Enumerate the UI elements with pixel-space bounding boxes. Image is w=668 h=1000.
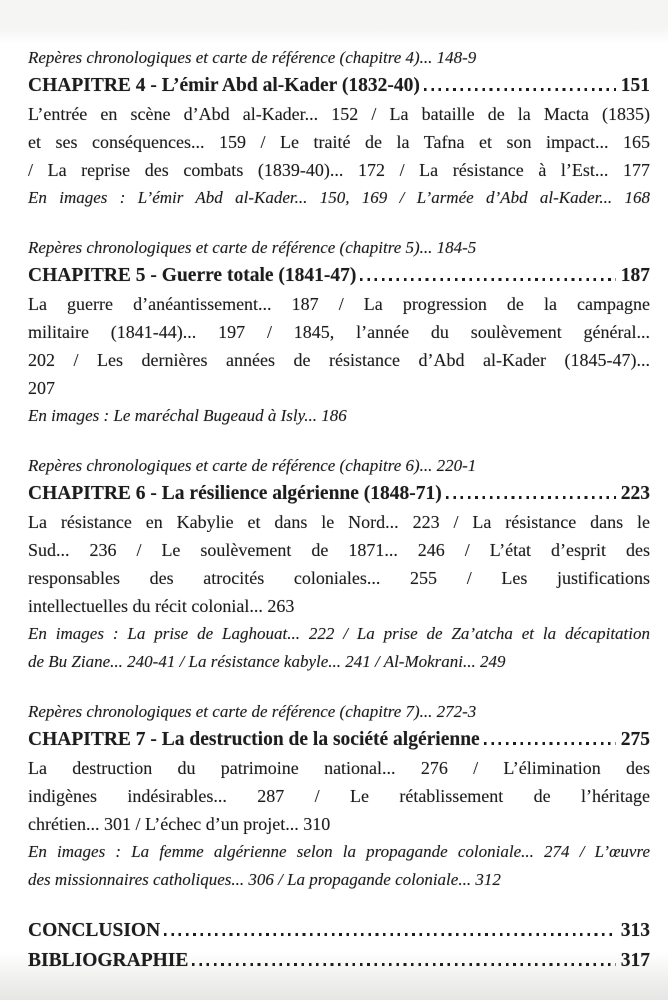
footer-entry-page-number: 317: [620, 950, 650, 971]
chapter-heading-line: [28, 480, 650, 508]
images-reference-line: En images : La prise de Laghouat... 222 / La prise de Za’atcha et la décapitation: [28, 624, 650, 643]
subsection-line: responsables des atrocités coloniales... 255 / Les justifications: [28, 568, 650, 588]
images-references: [28, 620, 650, 676]
footer-entry: [28, 916, 650, 946]
chapter-title: CHAPITRE 5 - Guerre totale (1841-47): [28, 265, 357, 286]
subsection-list: [28, 754, 650, 838]
images-references: [28, 402, 650, 430]
subsection-line: Sud... 236 / Le soulèvement de 1871... 246 / L’état d’esprit des: [28, 540, 650, 560]
dot-leader: [484, 742, 616, 745]
images-reference-line: de Bu Ziane... 240-41 / La résistance kabyle... 241 / Al-Mokrani... 249: [28, 652, 506, 671]
toc-chapter-section: [28, 452, 650, 676]
footer-entry-page-number: 313: [620, 920, 650, 941]
subsection-line: La guerre d’anéantissement... 187 / La progression de la campagne: [28, 294, 650, 314]
chronology-reference-line: Repères chronologiques et carte de référence (chapitre 6)... 220-1: [28, 456, 477, 475]
chapter-page-number: 187: [620, 265, 650, 286]
subsection-line: 207: [28, 378, 55, 398]
subsection-line: indigènes indésirables... 287 / Le rétablissement de l’héritage: [28, 786, 650, 806]
chapter-page-number: 275: [620, 729, 650, 750]
images-references: [28, 838, 650, 894]
subsection-line: chrétien... 301 / L’échec d’un projet... 310: [28, 814, 331, 834]
chapter-title: CHAPITRE 7 - La destruction de la société algérienne: [28, 729, 480, 750]
chronology-reference-line: Repères chronologiques et carte de référence (chapitre 5)... 184-5: [28, 238, 477, 257]
subsection-line: L’entrée en scène d’Abd al-Kader... 152 / La bataille de la Macta (1835): [28, 104, 650, 124]
subsection-line: La résistance en Kabylie et dans le Nord... 223 / La résistance dans le: [28, 512, 650, 532]
footer-entry-label: CONCLUSION: [28, 920, 161, 941]
chapter-page-number: 223: [620, 483, 650, 504]
images-reference-line: En images : La femme algérienne selon la propagande coloniale... 274 / L’œuvre: [28, 842, 650, 861]
toc-footer: [28, 916, 650, 976]
chapter-heading-line: [28, 72, 650, 100]
chapter-heading-line: [28, 262, 650, 290]
subsection-line: 202 / Les dernières années de résistance d’Abd al-Kader (1845-47)...: [28, 350, 650, 370]
subsection-line: et ses conséquences... 159 / Le traité de la Tafna et son impact... 165: [28, 132, 650, 152]
subsection-list: [28, 290, 650, 402]
chapter-page-number: 151: [620, 75, 650, 96]
images-reference-line: En images : Le maréchal Bugeaud à Isly... 186: [28, 406, 347, 425]
chapter-title: CHAPITRE 4 - L’émir Abd al-Kader (1832-40): [28, 75, 420, 96]
dot-leader: [164, 933, 616, 936]
dot-leader: [446, 496, 616, 499]
dot-leader: [424, 88, 616, 91]
chronology-reference-line: Repères chronologiques et carte de référence (chapitre 7)... 272-3: [28, 702, 477, 721]
dot-leader: [360, 278, 615, 281]
dot-leader: [192, 963, 615, 966]
images-reference-line: des missionnaires catholiques... 306 / La propagande coloniale... 312: [28, 870, 501, 889]
toc-chapter-section: [28, 44, 650, 212]
chronology-reference-line: Repères chronologiques et carte de référence (chapitre 4)... 148-9: [28, 48, 477, 67]
toc-chapter-section: [28, 698, 650, 894]
images-references: [28, 184, 650, 212]
toc-chapter-section: [28, 234, 650, 430]
subsection-line: / La reprise des combats (1839-40)... 172 / La résistance à l’Est... 177: [28, 160, 650, 180]
footer-entry-label: BIBLIOGRAPHIE: [28, 950, 189, 971]
subsection-line: intellectuelles du récit colonial... 263: [28, 596, 295, 616]
chapter-heading-line: [28, 726, 650, 754]
subsection-line: militaire (1841-44)... 197 / 1845, l’année du soulèvement général...: [28, 322, 650, 342]
toc-sections: [28, 44, 650, 894]
subsection-line: La destruction du patrimoine national... 276 / L’élimination des: [28, 758, 650, 778]
subsection-list: [28, 100, 650, 184]
chapter-title: CHAPITRE 6 - La résilience algérienne (1848-71): [28, 483, 442, 504]
images-reference-line: En images : L’émir Abd al-Kader... 150, 169 / L’armée d’Abd al-Kader... 168: [28, 188, 650, 207]
footer-entry: [28, 946, 650, 976]
subsection-list: [28, 508, 650, 620]
